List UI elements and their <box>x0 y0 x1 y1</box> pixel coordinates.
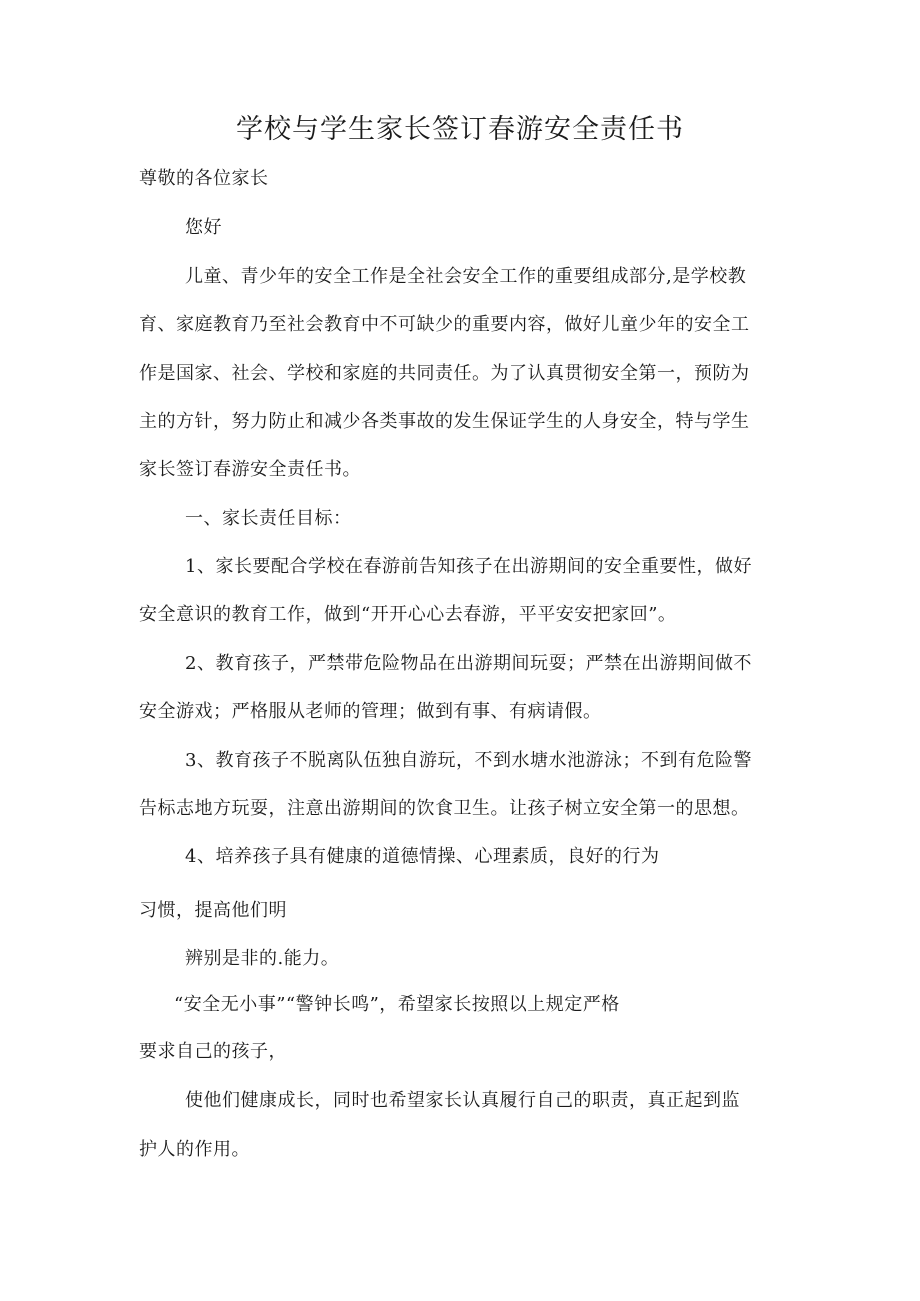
closing-line-1: “安全无小事”“警钟长鸣”，希望家长按照以上规定严格 <box>174 994 620 1015</box>
greeting: 您好 <box>185 217 222 238</box>
intro-line-5: 家长签订春游安全责任书。 <box>139 459 361 480</box>
document-title: 学校与学生家长签订春游安全责任书 <box>236 114 684 145</box>
intro-line-1: 儿童、青少年的安全工作是全社会安全工作的重要组成部分,是学校教 <box>185 266 747 287</box>
item-2-line-2: 安全游戏；严格服从老师的管理；做到有事、有病请假。 <box>139 701 602 722</box>
item-4-line-2: 习惯，提高他们明 <box>139 900 287 921</box>
item-2-line-1: 2、教育孩子，严禁带危险物品在出游期间玩耍；严禁在出游期间做不 <box>185 653 752 674</box>
item-1-line-1: 1、家长要配合学校在春游前告知孩子在出游期间的安全重要性，做好 <box>185 556 752 577</box>
section-heading: 一、家长责任目标： <box>185 508 352 529</box>
intro-line-3: 作是国家、社会、学校和家庭的共同责任。为了认真贯彻安全第一，预防为 <box>139 363 750 384</box>
closing-line-3: 使他们健康成长，同时也希望家长认真履行自己的职责，真正起到监 <box>185 1090 740 1111</box>
item-4-line-1: 4、培养孩子具有健康的道德情操、心理素质，良好的行为 <box>185 846 660 867</box>
salutation: 尊敬的各位家长 <box>139 168 269 189</box>
intro-line-2: 育、家庭教育乃至社会教育中不可缺少的重要内容，做好儿童少年的安全工 <box>139 314 750 335</box>
intro-line-4: 主的方针，努力防止和减少各类事故的发生保证学生的人身安全，特与学生 <box>139 411 750 432</box>
closing-line-2: 要求自己的孩子， <box>139 1041 287 1062</box>
item-3-line-1: 3、教育孩子不脱离队伍独自游玩，不到水塘水池游泳；不到有危险警 <box>185 750 752 771</box>
item-1-line-2: 安全意识的教育工作，做到“开开心心去春游，平平安安把家回”。 <box>139 604 677 625</box>
closing-line-4: 护人的作用。 <box>139 1139 250 1160</box>
item-3-line-2: 告标志地方玩耍，注意出游期间的饮食卫生。让孩子树立安全第一的思想。 <box>139 798 750 819</box>
item-4-line-3: 辨别是非的.能力。 <box>185 948 340 969</box>
